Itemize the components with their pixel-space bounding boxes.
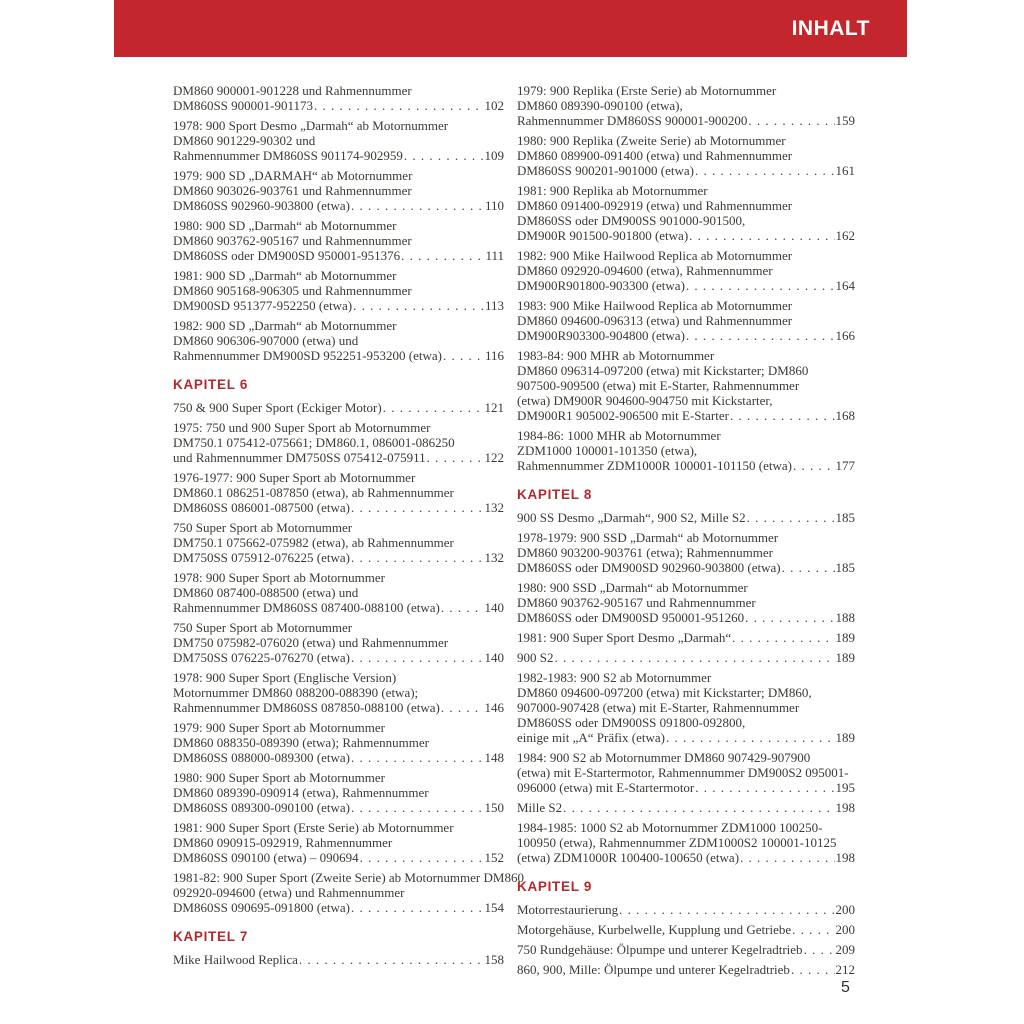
toc-entry-text: 750 & 900 Super Sport (Eckiger Motor) — [173, 400, 382, 415]
toc-last-line — [517, 630, 855, 645]
toc-entry — [517, 650, 855, 665]
toc-section — [517, 83, 855, 473]
toc-entry-text: DM900R901800-903300 (etwa) — [517, 278, 685, 293]
dot-leader — [745, 610, 834, 625]
toc-line: 1983: 900 Mike Hailwood Replica ab Motornummer — [517, 298, 793, 313]
toc-entry-text: Rahmennummer DM860SS 087850-088100 (etwa) — [173, 700, 440, 715]
toc-entry-text: Motorrestaurierung — [517, 902, 619, 917]
dot-leader — [404, 148, 484, 163]
toc-right-column — [517, 83, 855, 982]
toc-entry-text: DM860SS oder DM900SD 902960-903800 (etwa) — [517, 560, 781, 575]
toc-entry-text: Rahmennummer DM860SS 901174-902959 — [173, 148, 403, 163]
toc-section — [173, 83, 504, 363]
toc-entry — [173, 420, 504, 465]
toc-last-line — [517, 942, 855, 957]
page-ref: 146 — [484, 700, 504, 715]
dot-leader — [314, 98, 483, 113]
toc-line: DM860SS oder DM900SS 901000-901500, — [517, 213, 746, 228]
dot-leader — [427, 450, 484, 465]
page-ref: 198 — [835, 800, 855, 815]
header-banner — [114, 0, 907, 57]
toc-line: DM750.1 075662-075982 (etwa), ab Rahmennummer — [173, 535, 454, 550]
toc-last-line — [173, 198, 504, 213]
toc-entry-text: 750 Rundgehäuse: Ölpumpe und unterer Kegelradtrieb — [517, 942, 803, 957]
toc-last-line — [517, 902, 855, 917]
toc-entry — [173, 870, 524, 915]
toc-entry — [173, 83, 504, 113]
toc-entry-text: Rahmennummer ZDM1000R 100001-101150 (etwa) — [517, 458, 792, 473]
page-ref: 152 — [484, 850, 504, 865]
toc-line: 1980: 900 SD „Darmah“ ab Motornummer — [173, 218, 397, 233]
toc-entry — [517, 248, 855, 293]
chapter-heading: KAPITEL 8 — [517, 487, 593, 502]
toc-line: DM860 089900-091400 (etwa) und Rahmennummer — [517, 148, 793, 163]
dot-leader — [686, 278, 835, 293]
page-ref: 102 — [484, 98, 504, 113]
toc-line: 1981: 900 Replika ab Motornummer — [517, 183, 708, 198]
page-ref: 189 — [835, 650, 855, 665]
toc-line: DM860 089390-090100 (etwa), — [517, 98, 683, 113]
toc-entry-text: Rahmennummer DM900SD 952251-953200 (etwa) — [173, 348, 442, 363]
dot-leader — [351, 550, 484, 565]
toc-last-line — [173, 600, 504, 615]
dot-leader — [441, 600, 484, 615]
toc-last-line — [173, 500, 504, 515]
toc-line: 907000-907428 (etwa) mit E-Starter, Rahmennummer — [517, 700, 800, 715]
page-ref: 113 — [484, 298, 504, 313]
toc-last-line — [517, 922, 855, 937]
toc-entry-text: Rahmennummer DM860SS 087400-088100 (etwa) — [173, 600, 440, 615]
toc-last-line — [173, 348, 504, 363]
toc-entry-text: 1981: 900 Super Sport Desmo „Darmah“ — [517, 630, 732, 645]
toc-left-column — [173, 83, 524, 972]
dot-leader — [804, 942, 835, 957]
toc-line: 1980: 900 SSD „Darmah“ ab Motornummer — [517, 580, 748, 595]
toc-last-line — [173, 148, 504, 163]
toc-entry — [517, 670, 855, 745]
toc-line: 1979: 900 Replika (Erste Serie) ab Motornummer — [517, 83, 777, 98]
toc-entry — [517, 962, 855, 977]
toc-line: DM860 900001-901228 und Rahmennummer — [173, 83, 412, 98]
toc-entry-text: einige mit „A“ Präfix (etwa) — [517, 730, 665, 745]
dot-leader — [351, 800, 484, 815]
toc-line: DM860 089390-090914 (etwa), Rahmennummer — [173, 785, 429, 800]
toc-line: DM860 903200-903761 (etwa); Rahmennummer — [517, 545, 773, 560]
toc-line: 1975: 750 und 900 Super Sport ab Motornummer — [173, 420, 431, 435]
toc-entry — [173, 470, 504, 515]
toc-last-line — [517, 850, 855, 865]
toc-entry-text: DM860SS 089300-090100 (etwa) — [173, 800, 350, 815]
toc-entry-text: DM860SS 090695-091800 (etwa) — [173, 900, 350, 915]
dot-leader — [441, 700, 484, 715]
dot-leader — [554, 650, 834, 665]
toc-entry — [517, 183, 855, 243]
dot-leader — [401, 248, 484, 263]
page-ref: 195 — [835, 780, 855, 795]
toc-section — [173, 929, 504, 967]
toc-line: 1976-1977: 900 Super Sport ab Motornummer — [173, 470, 416, 485]
dot-leader — [443, 348, 484, 363]
toc-entry-text: DM860SS oder DM900SD 950001-951376 — [173, 248, 401, 263]
toc-line: 1978-1979: 900 SSD „Darmah“ ab Motornummer — [517, 530, 779, 545]
page-ref: 158 — [484, 952, 504, 967]
toc-last-line — [517, 610, 855, 625]
dot-leader — [792, 922, 834, 937]
page-title: INHALT — [791, 16, 870, 40]
toc-line: DM860 087400-088500 (etwa) und — [173, 585, 359, 600]
toc-entry-text: (etwa) ZDM1000R 100400-100650 (etwa) — [517, 850, 740, 865]
dot-leader — [689, 228, 834, 243]
page-ref: 168 — [835, 408, 855, 423]
toc-last-line — [517, 408, 855, 423]
dot-leader — [732, 630, 834, 645]
toc-entry-text: DM900SD 951377-952250 (etwa) — [173, 298, 353, 313]
page-ref: 188 — [835, 610, 855, 625]
page-ref: 132 — [484, 550, 504, 565]
dot-leader — [351, 900, 484, 915]
toc-line: DM860 906306-907000 (etwa) und — [173, 333, 359, 348]
toc-last-line — [173, 952, 504, 967]
dot-leader — [748, 113, 834, 128]
toc-entry — [173, 520, 504, 565]
toc-last-line — [173, 750, 504, 765]
toc-entry — [517, 630, 855, 645]
toc-last-line — [173, 850, 504, 865]
page-ref: 150 — [484, 800, 504, 815]
dot-leader — [793, 458, 835, 473]
toc-line: 1982-1983: 900 S2 ab Motornummer — [517, 670, 712, 685]
chapter-heading: KAPITEL 6 — [173, 377, 249, 392]
page-ref: 209 — [835, 942, 855, 957]
toc-entry — [173, 400, 504, 415]
toc-line: 1979: 900 Super Sport ab Motornummer — [173, 720, 385, 735]
toc-entry — [173, 620, 504, 665]
dot-leader — [730, 408, 835, 423]
page-ref: 162 — [835, 228, 855, 243]
toc-entry — [173, 720, 504, 765]
toc-entry-text: DM860SS 086001-087500 (etwa) — [173, 500, 350, 515]
dot-leader — [353, 298, 484, 313]
toc-entry — [173, 218, 504, 263]
toc-line: 1981: 900 SD „Darmah“ ab Motornummer — [173, 268, 397, 283]
toc-line: DM860 094600-097200 (etwa) mit Kickstarter; DM860, — [517, 685, 812, 700]
page-ref: 109 — [484, 148, 504, 163]
page-ref: 140 — [484, 600, 504, 615]
page-ref: 154 — [484, 900, 504, 915]
toc-line: DM860 090915-092919, Rahmennummer — [173, 835, 393, 850]
toc-last-line — [173, 650, 504, 665]
toc-last-line — [173, 550, 504, 565]
page-ref: 110 — [484, 198, 504, 213]
page-ref: 200 — [835, 922, 855, 937]
toc-entry — [517, 348, 855, 423]
page-ref: 161 — [835, 163, 855, 178]
page-ref: 148 — [484, 750, 504, 765]
toc-line: 1979: 900 SD „DARMAH“ ab Motornummer — [173, 168, 413, 183]
page-ref: 122 — [484, 450, 504, 465]
page-ref: 189 — [835, 630, 855, 645]
toc-entry — [173, 318, 504, 363]
toc-entry — [173, 952, 504, 967]
toc-last-line — [517, 560, 855, 575]
toc-entry-text: Motorgehäuse, Kurbelwelle, Kupplung und Getriebe — [517, 922, 792, 937]
page-ref: 121 — [484, 400, 504, 415]
toc-entry-text: 096000 (etwa) mit E-Startermotor — [517, 780, 695, 795]
toc-last-line — [173, 900, 504, 915]
toc-last-line — [517, 278, 855, 293]
toc-line: DM750 075982-076020 (etwa) und Rahmennummer — [173, 635, 449, 650]
toc-entry — [173, 670, 504, 715]
toc-last-line — [517, 962, 855, 977]
toc-last-line — [517, 650, 855, 665]
toc-entry-text: DM860SS oder DM900SD 950001-951260 — [517, 610, 745, 625]
page-ref: 198 — [835, 850, 855, 865]
dot-leader — [351, 198, 484, 213]
toc-last-line — [517, 163, 855, 178]
toc-line: DM860 903026-903761 und Rahmennummer — [173, 183, 412, 198]
toc-line: 750 Super Sport ab Motornummer — [173, 620, 353, 635]
toc-last-line — [517, 510, 855, 525]
dot-leader — [563, 800, 834, 815]
toc-section — [173, 377, 524, 915]
dot-leader — [383, 400, 484, 415]
toc-line: DM860 092920-094600 (etwa), Rahmennummer — [517, 263, 773, 278]
dot-leader — [351, 500, 484, 515]
toc-line: DM860 903762-905167 und Rahmennummer — [517, 595, 756, 610]
toc-line: ZDM1000 100001-101350 (etwa), — [517, 443, 698, 458]
toc-entry-text: DM750SS 076225-076270 (etwa) — [173, 650, 350, 665]
toc-line: DM750.1 075412-075661; DM860.1, 086001-086250 — [173, 435, 455, 450]
toc-line: 1982: 900 Mike Hailwood Replica ab Motornummer — [517, 248, 793, 263]
toc-entry — [173, 268, 504, 313]
page-ref: 132 — [484, 500, 504, 515]
toc-line: (etwa) DM900R 904600-904750 mit Kickstarter, — [517, 393, 773, 408]
toc-entry — [517, 580, 855, 625]
toc-section — [517, 487, 855, 865]
toc-entry-text: DM900R 901500-901800 (etwa) — [517, 228, 689, 243]
dot-leader — [791, 962, 835, 977]
toc-line: DM860 901229-90302 und — [173, 133, 316, 148]
page-ref: 166 — [835, 328, 855, 343]
dot-leader — [695, 163, 835, 178]
toc-line: DM860 088350-089390 (etwa); Rahmennummer — [173, 735, 429, 750]
toc-entry — [517, 820, 855, 865]
dot-leader — [351, 650, 484, 665]
toc-entry — [517, 133, 855, 178]
toc-line: 1982: 900 SD „Darmah“ ab Motornummer — [173, 318, 397, 333]
toc-line: DM860 091400-092919 (etwa) und Rahmennummer — [517, 198, 793, 213]
dot-leader — [351, 750, 484, 765]
toc-entry — [517, 922, 855, 937]
toc-entry-text: DM900R903300-904800 (etwa) — [517, 328, 685, 343]
toc-entry — [173, 118, 504, 163]
toc-line: 1980: 900 Replika (Zweite Serie) ab Motornummer — [517, 133, 786, 148]
toc-entry — [173, 570, 504, 615]
toc-line: Motornummer DM860 088200-088390 (etwa); — [173, 685, 419, 700]
dot-leader — [747, 510, 835, 525]
toc-entry — [517, 902, 855, 917]
toc-entry — [173, 770, 504, 815]
toc-line: DM860SS oder DM900SS 091800-092800, — [517, 715, 746, 730]
toc-entry-text: 860, 900, Mille: Ölpumpe und unterer Kegelradtrieb — [517, 962, 790, 977]
toc-entry-text: und Rahmennummer DM750SS 075412-075911 — [173, 450, 426, 465]
toc-entry — [517, 428, 855, 473]
toc-line: DM860.1 086251-087850 (etwa), ab Rahmennummer — [173, 485, 454, 500]
toc-last-line — [173, 700, 504, 715]
toc-line: DM860 903762-905167 und Rahmennummer — [173, 233, 412, 248]
toc-entry — [517, 530, 855, 575]
toc-entry — [517, 510, 855, 525]
toc-line: 092920-094600 (etwa) und Rahmennummer — [173, 885, 405, 900]
dot-leader — [666, 730, 835, 745]
chapter-heading: KAPITEL 7 — [173, 929, 249, 944]
toc-last-line — [173, 298, 504, 313]
toc-section — [517, 879, 855, 977]
page-ref: 189 — [835, 730, 855, 745]
toc-entry — [517, 83, 855, 128]
toc-line: (etwa) mit E-Startermotor, Rahmennummer DM900S2 095001- — [517, 765, 849, 780]
chapter-heading: KAPITEL 9 — [517, 879, 593, 894]
page-ref: 116 — [484, 348, 504, 363]
toc-entry-text: DM860SS 088000-089300 (etwa) — [173, 750, 350, 765]
page-number: 5 — [841, 979, 850, 996]
page-ref: 185 — [835, 560, 855, 575]
dot-leader — [782, 560, 835, 575]
toc-line: 1978: 900 Super Sport (Englische Version) — [173, 670, 397, 685]
toc-last-line — [173, 450, 504, 465]
toc-line: 1983-84: 900 MHR ab Motornummer — [517, 348, 715, 363]
page-ref: 111 — [485, 248, 504, 263]
toc-entry-text: DM900R1 905002-906500 mit E-Starter — [517, 408, 729, 423]
dot-leader — [740, 850, 834, 865]
toc-line: 1978: 900 Sport Desmo „Darmah“ ab Motornummer — [173, 118, 449, 133]
toc-entry-text: Rahmennummer DM860SS 900001-900200 — [517, 113, 748, 128]
toc-line: 907500-909500 (etwa) mit E-Starter, Rahmennummer — [517, 378, 800, 393]
page-ref: 185 — [835, 510, 855, 525]
page-ref: 159 — [835, 113, 855, 128]
toc-last-line — [517, 800, 855, 815]
toc-entry-text: 900 SS Desmo „Darmah“, 900 S2, Mille S2 — [517, 510, 746, 525]
toc-last-line — [517, 730, 855, 745]
toc-entry — [517, 800, 855, 815]
page-ref: 140 — [484, 650, 504, 665]
toc-entry-text: DM860SS 902960-903800 (etwa) — [173, 198, 350, 213]
dot-leader — [360, 850, 484, 865]
toc-last-line — [517, 113, 855, 128]
toc-entry-text: Mille S2 — [517, 800, 563, 815]
dot-leader — [686, 328, 835, 343]
toc-line: 1984: 900 S2 ab Motornummer DM860 907429-907900 — [517, 750, 811, 765]
page-ref: 177 — [835, 458, 855, 473]
toc-last-line — [517, 458, 855, 473]
toc-line: 1978: 900 Super Sport ab Motornummer — [173, 570, 385, 585]
toc-entry-text: Mike Hailwood Replica — [173, 952, 298, 967]
toc-line: 750 Super Sport ab Motornummer — [173, 520, 353, 535]
toc-entry — [517, 298, 855, 343]
toc-line: 100950 (etwa), Rahmennummer ZDM1000S2 100001-10125 — [517, 835, 837, 850]
toc-line: 1984-1985: 1000 S2 ab Motornummer ZDM1000 100250- — [517, 820, 823, 835]
toc-last-line — [517, 228, 855, 243]
toc-last-line — [173, 400, 504, 415]
toc-entry-text: DM860SS 900201-901000 (etwa) — [517, 163, 694, 178]
page-ref: 164 — [835, 278, 855, 293]
toc-line: DM860 096314-097200 (etwa) mit Kickstarter; DM860 — [517, 363, 809, 378]
toc-line: 1980: 900 Super Sport ab Motornummer — [173, 770, 385, 785]
toc-last-line — [173, 800, 504, 815]
toc-entry-text: DM860SS 090100 (etwa) – 090694 — [173, 850, 359, 865]
toc-last-line — [517, 780, 855, 795]
toc-last-line — [173, 248, 504, 263]
toc-entry — [173, 168, 504, 213]
dot-leader — [299, 952, 484, 967]
toc-last-line — [517, 328, 855, 343]
toc-entry-text: DM750SS 075912-076225 (etwa) — [173, 550, 350, 565]
toc-entry-text: DM860SS 900001-901173 — [173, 98, 314, 113]
page-ref: 212 — [835, 962, 855, 977]
toc-line: DM860 094600-096313 (etwa) und Rahmennummer — [517, 313, 793, 328]
toc-line: DM860 905168-906305 und Rahmennummer — [173, 283, 412, 298]
toc-entry — [517, 750, 855, 795]
toc-last-line — [173, 98, 504, 113]
toc-line: 1984-86: 1000 MHR ab Motornummer — [517, 428, 721, 443]
toc-entry — [517, 942, 855, 957]
dot-leader — [619, 902, 834, 917]
toc-line: 1981: 900 Super Sport (Erste Serie) ab Motornummer — [173, 820, 454, 835]
toc-entry-text: 900 S2 — [517, 650, 554, 665]
toc-line: 1981-82: 900 Super Sport (Zweite Serie) ab Motornummer DM860 — [173, 870, 524, 885]
dot-leader — [695, 780, 834, 795]
toc-entry — [173, 820, 504, 865]
page-ref: 200 — [835, 902, 855, 917]
